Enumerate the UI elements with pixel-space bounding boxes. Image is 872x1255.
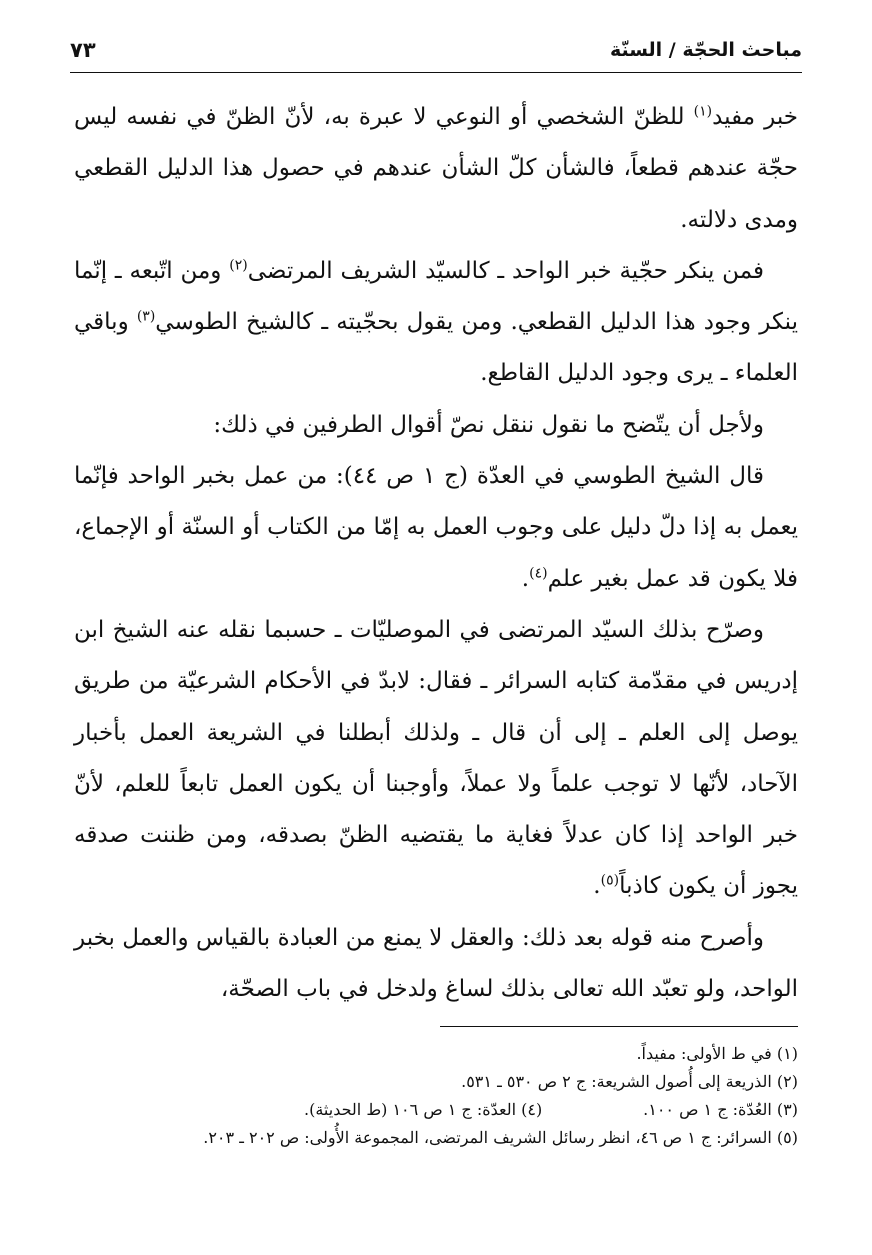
footnote-4: (٤) العدّة: ج ١ ص ١٠٦ (ط الحديثة). bbox=[304, 1100, 543, 1119]
paragraph-text: قال الشيخ الطوسي في العدّة (ج ١ ص ٤٤): من عمل بخبر الواحد فإنّما يعمل به إذا دلّ دليل على وجوب العمل به إمّا من الكتاب أو السنّة أو الإجماع، فلا يكون قد عمل بغير علم bbox=[74, 463, 798, 592]
page-header bbox=[70, 30, 802, 70]
paragraph-text: للظنّ الشخصي أو النوعي لا عبرة به، لأنّ الظنّ في نفسه ليس حجّة عندهم قطعاً، فالشأن كلّ الشأن عندهم في حصول هذا الدليل القطعي ومدى دلالته. bbox=[74, 104, 798, 233]
paragraph-text: . bbox=[593, 873, 601, 900]
paragraph bbox=[74, 913, 798, 1016]
footnote-marker: (٥) bbox=[600, 872, 620, 889]
paragraph-text: خبر مفيد bbox=[712, 104, 798, 130]
page-number: ٧٣ bbox=[70, 38, 96, 62]
running-title: مباحث الحجّة / السنّة bbox=[609, 39, 802, 61]
paragraph bbox=[74, 92, 798, 246]
paragraph-text: وصرّح بذلك السيّد المرتضى في الموصليّات ـ حسبما نقله عنه الشيخ ابن إدريس في مقدّمة كتابه السرائر ـ فقال: لابدّ في الأحكام الشرعيّة من طريق يوصل إلى العلم ـ إلى أن قال ـ ولذلك أبطلنا في الشريعة العمل بأخبار الآحاد، لأنّها لا توجب علماً ولا عملاً، وأوجبنا أن يكون العمل تابعاً للعلم، لأنّ خبر الواحد إذا كان عدلاً فغاية ما يقتضيه الظنّ بصدقه، ومن ظننت صدقه يجوز أن يكون كاذباً bbox=[74, 616, 798, 900]
paragraph bbox=[74, 400, 798, 451]
footnotes bbox=[74, 1040, 798, 1152]
footnote-marker: (٢) bbox=[229, 257, 248, 274]
footnote-2: (٢) الذريعة إلى أُصول الشريعة: ج ٢ ص ٥٣٠ ـ ٥٣١. bbox=[461, 1072, 798, 1091]
header-divider bbox=[70, 72, 802, 73]
paragraph-text: فمن ينكر حجّية خبر الواحد ـ كالسيّد الشريف المرتضى bbox=[247, 257, 764, 284]
paragraph bbox=[74, 246, 798, 400]
footnote-marker: (١) bbox=[693, 103, 713, 120]
body-text bbox=[74, 92, 798, 1015]
paragraph-text: ولأجل أن يتّضح ما نقول ننقل نصّ أقوال الطرفين في ذلك: bbox=[213, 411, 764, 438]
footnote-5: (٥) السرائر: ج ١ ص ٤٦، انظر رسائل الشريف المرتضى، المجموعة الأُولى: ص ٢٠٢ ـ ٢٠٣. bbox=[203, 1128, 798, 1147]
footnote-3: (٣) العُدّة: ج ١ ص ١٠٠. bbox=[643, 1100, 798, 1119]
paragraph bbox=[74, 451, 798, 605]
footnote-marker: (٣) bbox=[136, 308, 156, 325]
paragraph-text: وأصرح منه قوله بعد ذلك: والعقل لا يمنع من العبادة بالقياس والعمل بخبر الواحد، ولو تعبّد الله تعالى بذلك لساغ ولدخل في باب الصحّة، bbox=[74, 924, 798, 1003]
footnote-row-3-4 bbox=[74, 1096, 798, 1124]
paragraph-text: ومن اتّبعه ـ إنّما ينكر وجود هذا الدليل القطعي. ومن يقول بحجّيته ـ كالشيخ الطوسي bbox=[74, 257, 799, 336]
footnote-divider bbox=[440, 1026, 798, 1027]
paragraph-text: وباقي العلماء ـ يرى وجود الدليل القاطع. bbox=[74, 309, 798, 387]
footnote-marker: (٤) bbox=[529, 565, 548, 582]
paragraph bbox=[74, 605, 798, 913]
paragraph-text: . bbox=[521, 565, 530, 592]
footnote-1: (١) في ط الأولى: مفيداً. bbox=[636, 1044, 798, 1063]
